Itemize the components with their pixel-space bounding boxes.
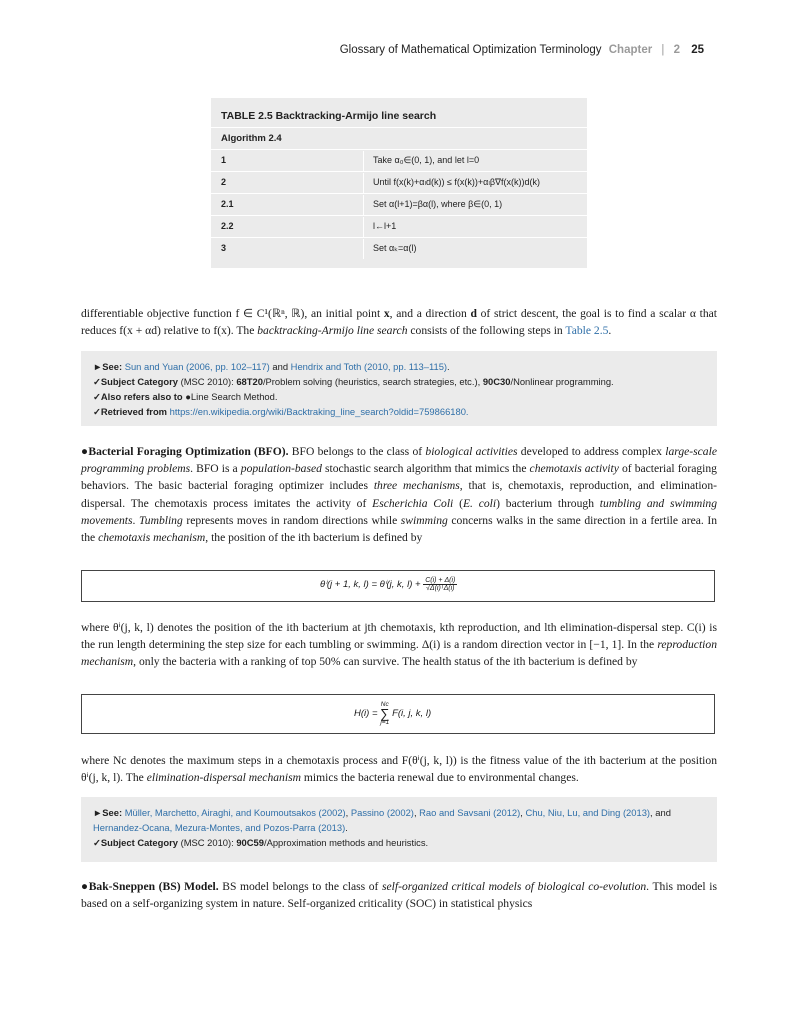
retrieved-line bbox=[93, 404, 707, 419]
fraction-denominator: √Δ(i)ᵀΔ(i) bbox=[426, 585, 455, 592]
reference-link[interactable]: Müller, Marchetto, Airaghi, and Koumoutsakos (2002) bbox=[124, 807, 346, 818]
emphasis: backtracking-Armijo line search bbox=[257, 324, 408, 338]
table-rule bbox=[211, 171, 587, 172]
text-fragment: mimics the bacteria renewal due to environmental changes. bbox=[300, 771, 579, 785]
running-head bbox=[340, 44, 704, 56]
text-fragment: /Problem solving (heuristics, search strategies, etc.), bbox=[262, 376, 481, 387]
step-action: Take α₀∈(0, 1), and let l=0 bbox=[373, 155, 480, 165]
text-fragment: where θⁱ(j, k, l) denotes the position of the ith bacterium at jth chemotaxis, kth reproduction, and lth elimination-dispersal step. C(i) is the run length determining the step size for each tumbling or swimming. Δ(i) is a random direction vector in [−1, 1]. In the bbox=[81, 621, 717, 652]
see-line: ►See: Müller, Marchetto, Airaghi, and Koumoutsakos (2002), Passino (2002), Rao and Savsani (2012), Chu, Niu, Lu, and Ding (2013), and Hernandez-Ocana, Mezura-Montes, and Pozos-Parra (2013). bbox=[93, 807, 671, 833]
paragraph-health-explanation bbox=[81, 752, 717, 786]
table-rule bbox=[211, 237, 587, 238]
table-rule bbox=[211, 215, 587, 216]
column-divider bbox=[363, 173, 364, 193]
paragraph-bak-sneppen: ●Bak-Sneppen (BS) Model. BS model belongs to the class of self-organized critical models of biological co-evolution. This model is based on a self-organizing system in nature. Self-organized criticality (SOC) in statistical physics bbox=[81, 880, 717, 911]
column-divider bbox=[363, 217, 364, 237]
table-rule bbox=[211, 193, 587, 194]
equation-box-health bbox=[81, 694, 715, 734]
text-fragment: . bbox=[447, 361, 450, 372]
reference-note-box bbox=[81, 797, 717, 862]
sum-upper-limit: Nc bbox=[380, 701, 389, 708]
equation-lhs: H(i) = bbox=[354, 708, 378, 720]
step-action: Until f(x(k)+αₗd(k)) ≤ f(x(k))+αₗβ∇f(x(k))d(k) bbox=[373, 177, 541, 187]
entry-term: Bacterial Foraging Optimization (BFO). bbox=[88, 445, 289, 458]
text-fragment: of strict descent, the goal is to find a scalar α that reduces f(x + αd) relative to f(x). The bbox=[81, 307, 717, 338]
table-row bbox=[211, 195, 587, 215]
bullet-icon: ● bbox=[81, 880, 89, 893]
paragraph-chemotaxis-explanation bbox=[81, 619, 717, 671]
table-reference-link[interactable]: Table 2.5 bbox=[565, 324, 609, 338]
msc-code: 90C59 bbox=[236, 837, 264, 848]
table-rule bbox=[211, 127, 587, 128]
table-row bbox=[211, 217, 587, 237]
chapter-number: 2 bbox=[673, 44, 680, 56]
msc-code: 90C30 bbox=[482, 376, 511, 387]
table-rule bbox=[211, 149, 587, 150]
header-separator: | bbox=[661, 44, 665, 56]
table-heading: Algorithm 2.4 bbox=[221, 133, 282, 144]
bullet-icon: ● bbox=[81, 445, 89, 458]
step-number: 2.2 bbox=[221, 221, 234, 231]
text-fragment: /Approximation methods and heuristics. bbox=[263, 837, 429, 848]
summation-operator bbox=[380, 700, 389, 727]
retrieved-label: ✓Retrieved from bbox=[93, 406, 168, 417]
step-number: 2.1 bbox=[221, 199, 234, 209]
entry-term: Bak-Sneppen (BS) Model. bbox=[88, 880, 219, 893]
reference-link[interactable]: Hernandez-Ocana, Mezura-Montes, and Pozos-Parra (2013) bbox=[93, 822, 346, 833]
equation-chemotaxis bbox=[320, 577, 457, 592]
reference-link[interactable]: Passino (2002) bbox=[350, 807, 414, 818]
text-fragment: (MSC 2010): bbox=[180, 376, 234, 387]
sum-lower-limit: j=1 bbox=[380, 719, 390, 726]
text-fragment: and bbox=[655, 807, 671, 818]
column-divider bbox=[363, 195, 364, 215]
text-fragment: (MSC 2010): bbox=[180, 837, 234, 848]
step-action: Set αₖ=α(l) bbox=[373, 243, 417, 253]
emphasis: elimination-dispersal mechanism bbox=[146, 771, 301, 785]
chapter-label: Chapter bbox=[608, 44, 653, 56]
msc-code: 68T20 bbox=[236, 376, 263, 387]
see-line bbox=[93, 359, 707, 374]
text-fragment: . bbox=[608, 324, 612, 338]
text-fragment: differentiable objective function f ∈ C¹(ℝⁿ, ℝ), an initial point bbox=[81, 307, 384, 320]
text-fragment: and bbox=[272, 361, 289, 372]
also-refers-line bbox=[93, 389, 707, 404]
subject-label: ✓Subject Category bbox=[93, 376, 178, 387]
vector-x: x bbox=[383, 307, 390, 320]
emphasis: reproduction mechanism bbox=[81, 638, 717, 669]
book-title: Glossary of Mathematical Optimization Terminology bbox=[339, 44, 602, 56]
text-fragment: consists of the following steps in bbox=[407, 324, 566, 338]
fraction-numerator: C(i) + Δ(i) bbox=[425, 577, 456, 584]
algorithm-table bbox=[211, 98, 587, 268]
step-number: 3 bbox=[221, 243, 227, 253]
reference-link[interactable]: Hendrix and Toth (2010, pp. 113–115) bbox=[290, 361, 448, 372]
step-action: l←l+1 bbox=[373, 221, 397, 231]
table-row bbox=[211, 239, 587, 259]
sigma-symbol: ∑ bbox=[380, 706, 390, 721]
table-row bbox=[211, 151, 587, 171]
table-caption: TABLE 2.5 Backtracking-Armijo line search bbox=[221, 110, 437, 122]
equation-health bbox=[354, 700, 431, 727]
subject-label: ✓Subject Category bbox=[93, 837, 178, 848]
paragraph-bfo: ●Bacterial Foraging Optimization (BFO). BFO belongs to the class of biological activities developed to address complex large-scale programming problems. BFO is a population-based stochastic search algorithm that mimics the chemotaxis activity of bacterial foraging behaviors. The basic bacterial foraging optimizer includes three mechanisms, that is, chemotaxis, reproduction, and elimination-dispersal. The chemotaxis process imitates the activity of Escherichia Coli (E. coli) bacterium through tumbling and swimming movements. Tumbling represents moves in random directions while swimming concerns walks in the same direction in a fertile area. In the chemotaxis mechanism, the position of the ith bacterium is defined by bbox=[81, 445, 718, 545]
column-divider bbox=[363, 239, 364, 259]
text-fragment: where Nc denotes the maximum steps in a chemotaxis process and F(θⁱ(j, k, l)) is the fitness value of the ith bacterium at the position θⁱ(j, k, l). The bbox=[81, 754, 717, 785]
equation-lhs: θⁱ(j + 1, k, l) = θⁱ(j, k, l) + bbox=[320, 579, 421, 591]
page-number: 25 bbox=[691, 44, 704, 56]
cross-reference: ●Line Search Method. bbox=[185, 391, 278, 402]
subject-line bbox=[93, 374, 707, 389]
reference-link[interactable]: Rao and Savsani (2012) bbox=[419, 807, 521, 818]
text-fragment: , only the bacteria with a ranking of top 50% can survive. The health status of the ith bacterium is defined by bbox=[133, 655, 638, 669]
step-number: 2 bbox=[221, 177, 227, 187]
step-action: Set α(l+1)=βα(l), where β∈(0, 1) bbox=[373, 199, 503, 209]
paragraph-line-search bbox=[81, 305, 717, 339]
source-url-link[interactable]: https://en.wikipedia.org/wiki/Backtraking_line_search?oldid=759866180. bbox=[169, 406, 469, 417]
equation-rhs: F(i, j, k, l) bbox=[392, 708, 432, 720]
step-number: 1 bbox=[221, 155, 227, 165]
reference-link[interactable]: Chu, Niu, Lu, and Ding (2013) bbox=[525, 807, 651, 818]
see-label: ►See: bbox=[93, 361, 123, 372]
equation-fraction bbox=[423, 577, 457, 592]
text-fragment: /Nonlinear programming. bbox=[510, 376, 614, 387]
subject-line bbox=[93, 835, 707, 850]
reference-note-box bbox=[81, 351, 717, 426]
see-label: ►See: bbox=[93, 807, 123, 818]
column-divider bbox=[363, 151, 364, 171]
equation-box-chemotaxis bbox=[81, 570, 715, 602]
text-fragment: , and a direction bbox=[389, 307, 471, 320]
reference-link[interactable]: Sun and Yuan (2006, pp. 102–117) bbox=[124, 361, 270, 372]
also-label: ✓Also refers also to bbox=[93, 391, 183, 402]
table-row bbox=[211, 173, 587, 193]
vector-d: d bbox=[470, 307, 477, 320]
